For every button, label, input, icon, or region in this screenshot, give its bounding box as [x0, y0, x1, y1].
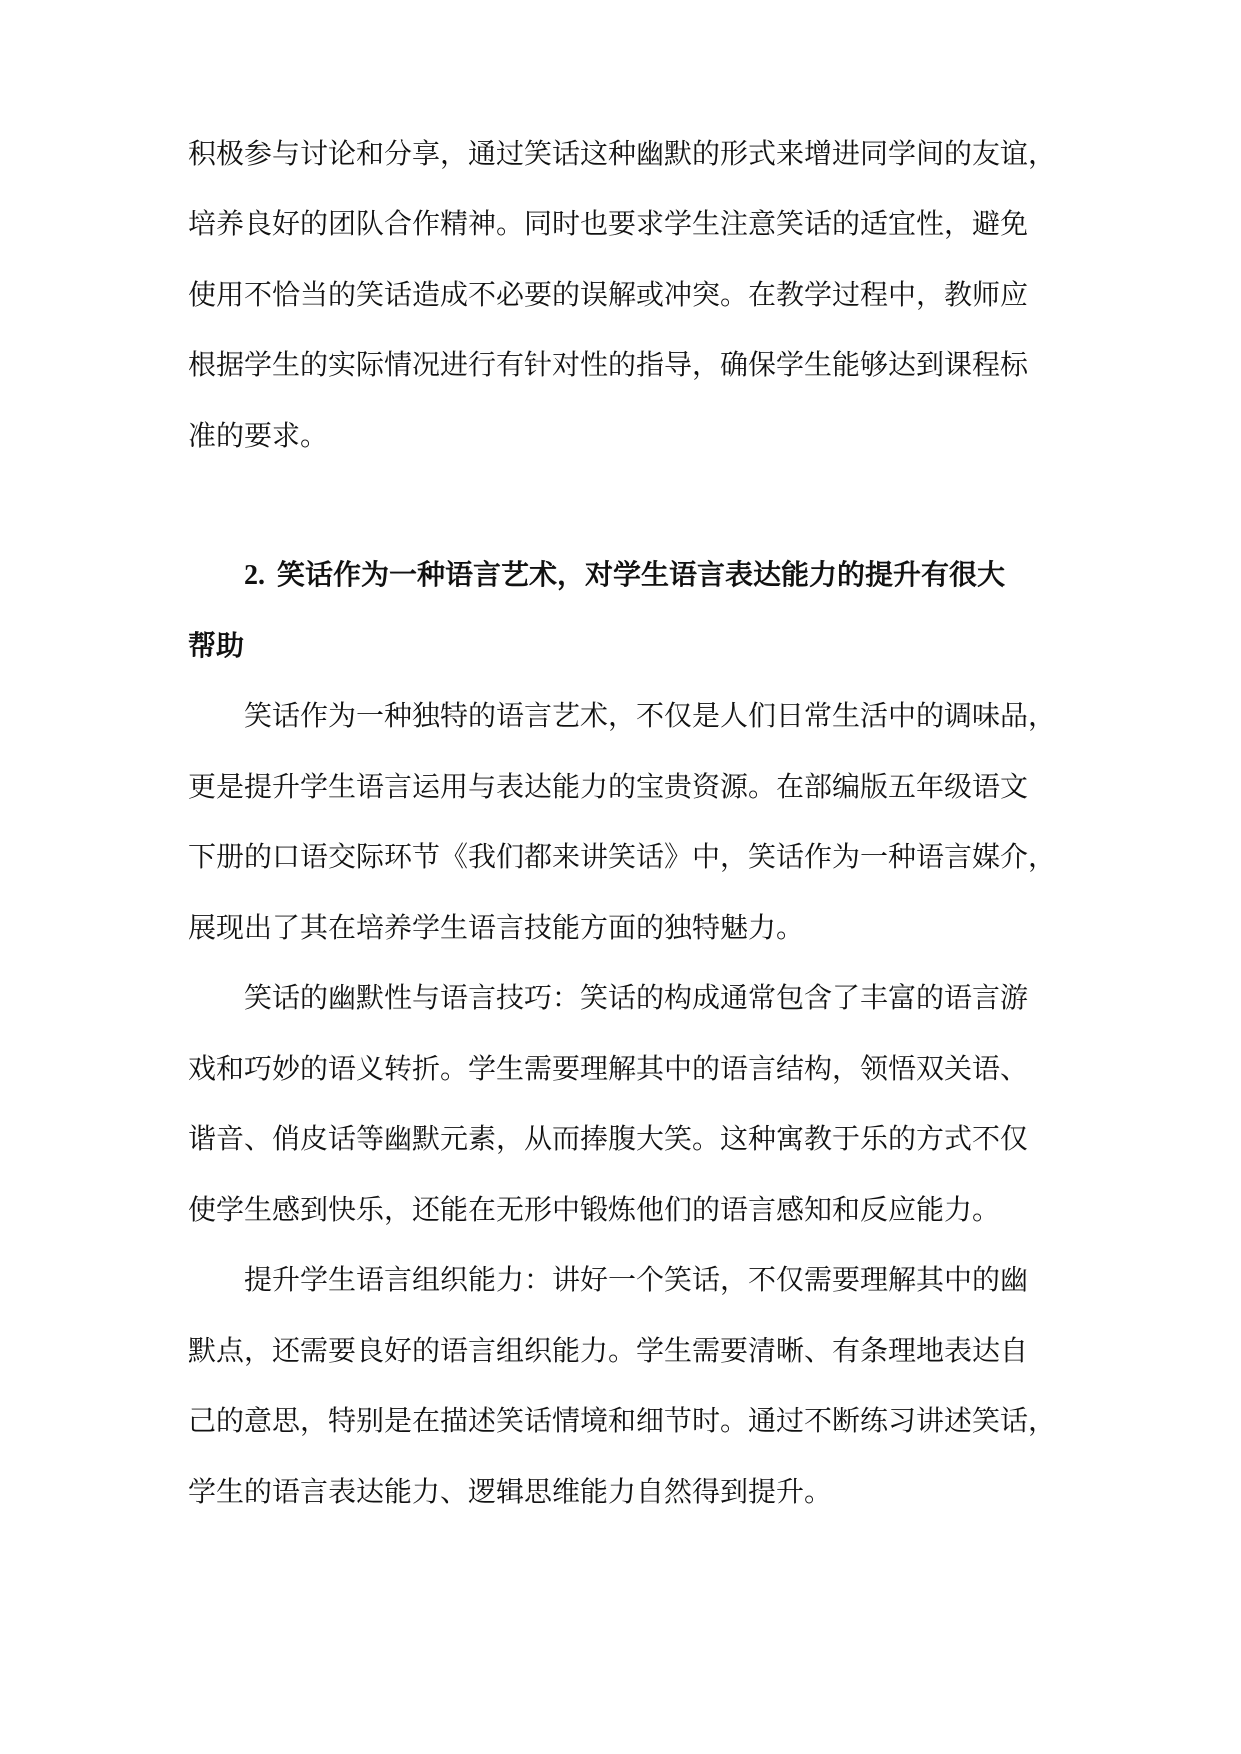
paragraph-line: 下册的口语交际环节《我们都来讲笑话》中，笑话作为一种语言媒介， — [188, 840, 1057, 873]
paragraph-line: 根据学生的实际情况进行有针对性的指导，确保学生能够达到课程标 — [188, 348, 1029, 381]
paragraph-line: 更是提升学生语言运用与表达能力的宝贵资源。在部编版五年级语文 — [188, 770, 1029, 803]
section-heading-line — [244, 557, 1124, 594]
paragraph-line: 展现出了其在培养学生语言技能方面的独特魅力。 — [188, 911, 805, 944]
paragraph-line: 使用不恰当的笑话造成不必要的误解或冲突。在教学过程中，教师应 — [188, 278, 1029, 311]
paragraph-line: 戏和巧妙的语义转折。学生需要理解其中的语言结构，领悟双关语、 — [188, 1052, 1029, 1085]
paragraph-line: 准的要求。 — [188, 419, 329, 452]
paragraph-line: 提升学生语言组织能力：讲好一个笑话，不仅需要理解其中的幽 — [244, 1263, 1029, 1296]
paragraph-line: 己的意思，特别是在描述笑话情境和细节时。通过不断练习讲述笑话， — [188, 1404, 1057, 1437]
paragraph-line: 学生的语言表达能力、逻辑思维能力自然得到提升。 — [188, 1475, 833, 1508]
paragraph-line: 笑话的幽默性与语言技巧：笑话的构成通常包含了丰富的语言游 — [244, 981, 1029, 1014]
paragraph-line: 笑话作为一种独特的语言艺术，不仅是人们日常生活中的调味品， — [244, 699, 1057, 732]
section-heading-line: 帮助 — [188, 629, 245, 662]
paragraph-line: 谐音、俏皮话等幽默元素，从而捧腹大笑。这种寓教于乐的方式不仅 — [188, 1122, 1029, 1155]
paragraph-line: 默点，还需要良好的语言组织能力。学生需要清晰、有条理地表达自 — [188, 1334, 1029, 1367]
paragraph-line: 培养良好的团队合作精神。同时也要求学生注意笑话的适宜性，避免 — [188, 207, 1029, 240]
paragraph-line: 积极参与讨论和分享，通过笑话这种幽默的形式来增进同学间的友谊， — [188, 137, 1057, 170]
paragraph-line: 使学生感到快乐，还能在无形中锻炼他们的语言感知和反应能力。 — [188, 1193, 1001, 1226]
section-heading-text: 笑话作为一种语言艺术，对学生语言表达能力的提升有很大 — [277, 558, 1006, 591]
section-number: 2. — [244, 560, 265, 591]
